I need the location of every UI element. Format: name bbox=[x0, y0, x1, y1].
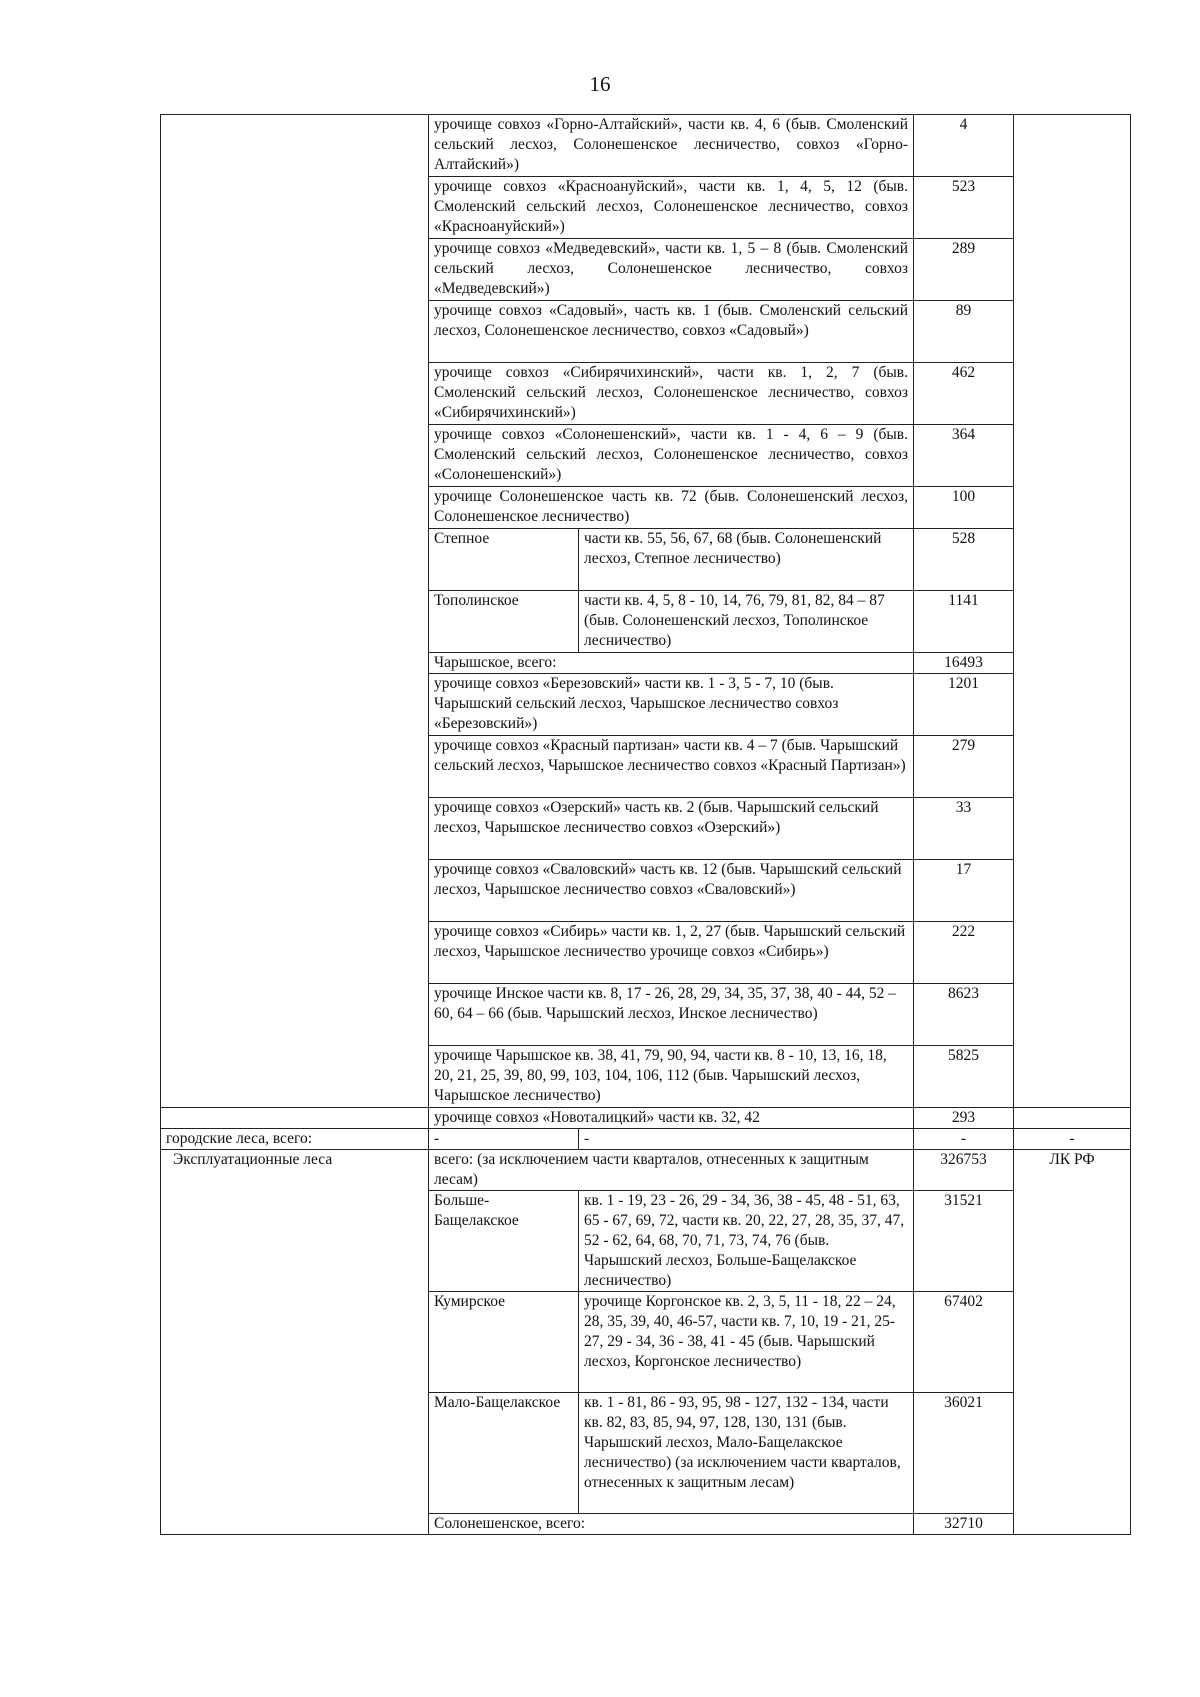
row-value: 4 bbox=[914, 115, 1014, 177]
row-value: 1141 bbox=[914, 591, 1014, 653]
row-text: кв. 1 - 19, 23 - 26, 29 - 34, 36, 38 - 45, 48 - 51, 63, 65 - 67, 69, 72, части кв. 20, 22, 27, 28, 35, 37, 47, 52 - 62, 64, 68, 70, 71, 73, 74, 76 (быв. Чарышский лесхоз, Больше-Бащелакское лесничество) bbox=[579, 1191, 914, 1292]
row-text: урочище совхоз «Горно-Алтайский», части кв. 4, 6 (быв. Смоленский сельский лесхоз, Солонешенское лесничество, совхоз «Горно-Алтайский») bbox=[429, 115, 914, 177]
category-cell-empty bbox=[161, 1108, 429, 1129]
subtotal-label: Солонешенское, всего: bbox=[429, 1514, 914, 1535]
row-text: урочище Солонешенское часть кв. 72 (быв. Солонешенский лесхоз, Солонешенское лесничество) bbox=[429, 487, 914, 529]
row-text: урочище совхоз «Красноануйский», части кв. 1, 4, 5, 12 (быв. Смоленский сельский лесхоз, Солонешенское лесничество, совхоз «Красноануйский») bbox=[429, 177, 914, 239]
row-value: 279 bbox=[914, 736, 1014, 798]
row-value: 8623 bbox=[914, 984, 1014, 1046]
row-text: кв. 1 - 81, 86 - 93, 95, 98 - 127, 132 - 134, части кв. 82, 83, 85, 94, 97, 128, 130, 131 (быв. Чарышский лесхоз, Мало-Бащелакское лесничество) (за исключением части кварталов, отнесенных к защитным лесам) bbox=[579, 1393, 914, 1514]
law-cell-empty bbox=[1014, 115, 1131, 1108]
row-text: урочище совхоз «Озерский» часть кв. 2 (быв. Чарышский сельский лесхоз, Чарышское лесничество совхоз «Озерский») bbox=[429, 798, 914, 860]
row-text: урочище Инское части кв. 8, 17 - 26, 28, 29, 34, 35, 37, 38, 40 - 44, 52 – 60, 64 – 66 (быв. Чарышский лесхоз, Инское лесничество) bbox=[429, 984, 914, 1046]
table-row bbox=[161, 115, 1131, 177]
forest-table-lower bbox=[160, 1107, 1131, 1535]
row-text: урочище совхоз «Солонешенский», части кв. 1 - 4, 6 – 9 (быв. Смоленский сельский лесхоз, Солонешенское лесничество, совхоз «Солонешенский») bbox=[429, 425, 914, 487]
city-forests-dash: - bbox=[429, 1129, 579, 1150]
row-text: части кв. 55, 56, 67, 68 (быв. Солонешенский лесхоз, Степное лесничество) bbox=[579, 529, 914, 591]
row-value: 523 bbox=[914, 177, 1014, 239]
row-value: 67402 bbox=[914, 1292, 1014, 1393]
city-forests-dash: - bbox=[1014, 1129, 1131, 1150]
row-value: 462 bbox=[914, 363, 1014, 425]
city-forests-dash: - bbox=[579, 1129, 914, 1150]
row-text: урочище Чарышское кв. 38, 41, 79, 90, 94, части кв. 8 - 10, 13, 16, 18, 20, 21, 25, 39, 80, 99, 103, 104, 106, 112 (быв. Чарышский лесхоз, Чарышское лесничество) bbox=[429, 1046, 914, 1108]
row-value: 289 bbox=[914, 239, 1014, 301]
subtotal-value: 32710 bbox=[914, 1514, 1014, 1535]
row-value: 100 bbox=[914, 487, 1014, 529]
category-cell-empty bbox=[161, 115, 429, 1108]
page-number: 16 bbox=[589, 72, 611, 96]
row-value: 33 bbox=[914, 798, 1014, 860]
forestry-name: Больше-Бащелакское bbox=[429, 1191, 579, 1292]
row-text: урочище совхоз «Новоталицкий» части кв. 32, 42 bbox=[429, 1108, 914, 1129]
row-value: 1201 bbox=[914, 674, 1014, 736]
row-text: урочище совхоз «Красный партизан» части кв. 4 – 7 (быв. Чарышский сельский лесхоз, Чарышское лесничество совхоз «Красный Партизан») bbox=[429, 736, 914, 798]
row-text: урочище совхоз «Сибирячихинский», части кв. 1, 2, 7 (быв. Смоленский сельский лесхоз, Солонешенское лесничество, совхоз «Сибирячихинский») bbox=[429, 363, 914, 425]
row-value: 36021 bbox=[914, 1393, 1014, 1514]
row-text: урочище совхоз «Садовый», часть кв. 1 (быв. Смоленский сельский лесхоз, Солонешенское лесничество, совхоз «Садовый») bbox=[429, 301, 914, 363]
row-text: части кв. 4, 5, 8 - 10, 14, 76, 79, 81, 82, 84 – 87 (быв. Солонешенский лесхоз, Тополинское лесничество) bbox=[579, 591, 914, 653]
row-value: 364 bbox=[914, 425, 1014, 487]
forestry-name: Степное bbox=[429, 529, 579, 591]
row-value: 528 bbox=[914, 529, 1014, 591]
row-text: урочище совхоз «Медведевский», части кв. 1, 5 – 8 (быв. Смоленский сельский лесхоз, Солонешенское лесничество, совхоз «Медведевский») bbox=[429, 239, 914, 301]
exploitation-total-text: всего: (за исключением части кварталов, отнесенных к защитным лесам) bbox=[429, 1150, 914, 1191]
city-forests-label: городские леса, всего: bbox=[161, 1129, 429, 1150]
law-cell-empty bbox=[1014, 1108, 1131, 1129]
forestry-name: Кумирское bbox=[429, 1292, 579, 1393]
city-forests-dash: - bbox=[914, 1129, 1014, 1150]
exploitation-total-row bbox=[161, 1150, 1131, 1191]
row-value: 31521 bbox=[914, 1191, 1014, 1292]
row-value: 5825 bbox=[914, 1046, 1014, 1108]
row-value: 293 bbox=[914, 1108, 1014, 1129]
law-reference: ЛК РФ bbox=[1014, 1150, 1131, 1535]
forestry-name: Мало-Бащелакское bbox=[429, 1393, 579, 1514]
forestry-name: Тополинское bbox=[429, 591, 579, 653]
forest-table bbox=[160, 114, 1131, 1108]
row-value: 89 bbox=[914, 301, 1014, 363]
row-value: 222 bbox=[914, 922, 1014, 984]
subtotal-value: 16493 bbox=[914, 653, 1014, 674]
row-text: урочище Коргонское кв. 2, 3, 5, 11 - 18, 22 – 24, 28, 35, 39, 40, 46-57, части кв. 7, 10, 19 - 21, 25-27, 29 - 34, 36 - 38, 41 - 45 (быв. Чарышский лесхоз, Коргонское лесничество) bbox=[579, 1292, 914, 1393]
exploitation-label: Эксплуатационные леса bbox=[161, 1150, 429, 1535]
exploitation-total-value: 326753 bbox=[914, 1150, 1014, 1191]
row-text: урочище совхоз «Березовский» части кв. 1 - 3, 5 - 7, 10 (быв. Чарышский сельский лесхоз, Чарышское лесничество совхоз «Березовский») bbox=[429, 674, 914, 736]
row-value: 17 bbox=[914, 860, 1014, 922]
city-forests-row bbox=[161, 1129, 1131, 1150]
row-text: урочище совхоз «Сваловский» часть кв. 12 (быв. Чарышский сельский лесхоз, Чарышское лесничество совхоз «Сваловский») bbox=[429, 860, 914, 922]
row-text: урочище совхоз «Сибирь» части кв. 1, 2, 27 (быв. Чарышский сельский лесхоз, Чарышское лесничество урочище совхоз «Сибирь») bbox=[429, 922, 914, 984]
subtotal-label: Чарышское, всего: bbox=[429, 653, 914, 674]
table-row bbox=[161, 1108, 1131, 1129]
